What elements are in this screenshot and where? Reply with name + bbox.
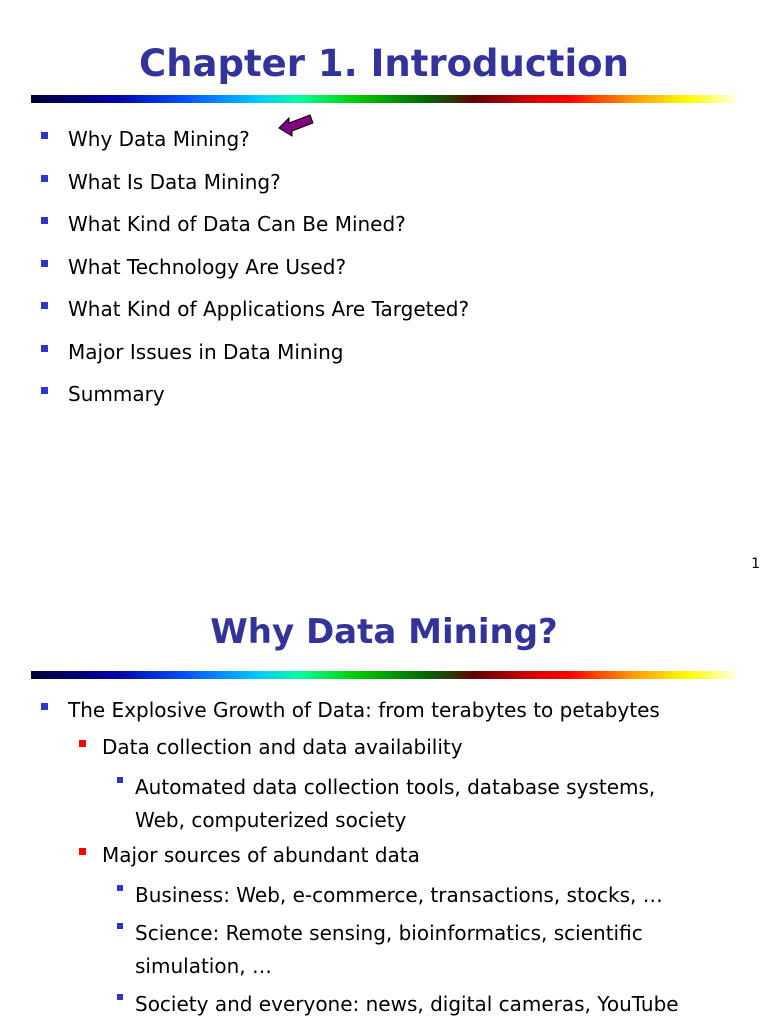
bullet-icon bbox=[41, 302, 48, 309]
gradient-divider bbox=[31, 95, 738, 103]
bullet-icon bbox=[79, 740, 86, 747]
agenda-list bbox=[0, 126, 768, 424]
agenda-item[interactable]: What Is Data Mining? bbox=[0, 169, 768, 195]
bullet-list bbox=[0, 697, 768, 1026]
bullet-icon bbox=[41, 217, 48, 224]
agenda-item[interactable]: What Kind of Data Can Be Mined? bbox=[0, 211, 768, 237]
list-item: Major sources of abundant data bbox=[0, 842, 768, 868]
gradient-divider bbox=[31, 671, 738, 679]
agenda-item[interactable]: What Kind of Applications Are Targeted? bbox=[0, 296, 768, 322]
bullet-icon bbox=[41, 132, 48, 139]
list-item: Data collection and data availability bbox=[0, 734, 768, 760]
slide-2 bbox=[0, 584, 768, 1024]
bullet-icon bbox=[117, 994, 123, 1000]
bullet-icon bbox=[117, 777, 123, 783]
bullet-icon bbox=[41, 260, 48, 267]
bullet-icon bbox=[117, 885, 123, 891]
list-item: Society and everyone: news, digital cameras, YouTube bbox=[0, 988, 705, 1021]
bullet-icon bbox=[117, 923, 123, 929]
agenda-item[interactable]: Why Data Mining? bbox=[0, 126, 768, 152]
list-item: Automated data collection tools, database systems, Web, computerized society bbox=[0, 771, 705, 837]
bullet-icon bbox=[41, 345, 48, 352]
bullet-icon bbox=[41, 703, 48, 710]
bullet-icon bbox=[79, 848, 86, 855]
slide-title: Why Data Mining? bbox=[210, 612, 558, 652]
list-item: Business: Web, e-commerce, transactions, stocks, … bbox=[0, 879, 705, 912]
slide-title: Chapter 1. Introduction bbox=[139, 42, 629, 85]
agenda-item[interactable]: Summary bbox=[0, 381, 768, 407]
list-item: Science: Remote sensing, bioinformatics, scientific simulation, … bbox=[0, 917, 705, 983]
agenda-item[interactable]: What Technology Are Used? bbox=[0, 254, 768, 280]
list-item: The Explosive Growth of Data: from terabytes to petabytes bbox=[0, 697, 768, 723]
agenda-item[interactable]: Major Issues in Data Mining bbox=[0, 339, 768, 365]
bullet-icon bbox=[41, 387, 48, 394]
bullet-icon bbox=[41, 175, 48, 182]
page-number: 1 bbox=[751, 556, 760, 572]
